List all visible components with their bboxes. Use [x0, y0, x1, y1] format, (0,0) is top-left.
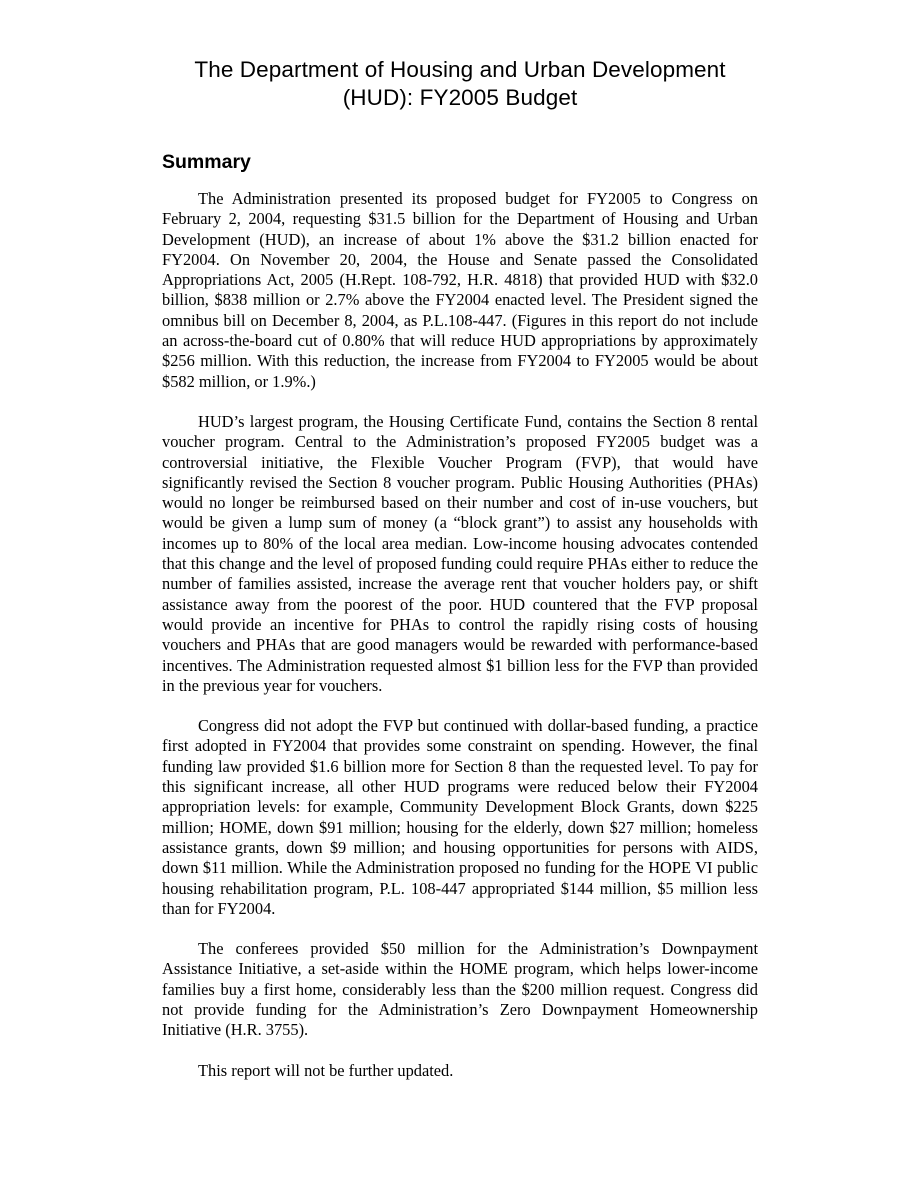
summary-paragraph-3: Congress did not adopt the FVP but continued with dollar-based funding, a practice first adopted in FY2004 that provides some constraint on spending. However, the final funding law provided $1.6 billion more for Section 8 than the requested level. To pay for this significant increase, all other HUD programs were reduced below their FY2004 appropriation levels: for example, Community Development Block Grants, down $225 million; HOME, down $91 million; housing for the elderly, down $27 million; homeless assistance grants, down $9 million; and housing opportunities for persons with AIDS, down $11 million. While the Administration proposed no funding for the HOPE VI public housing rehabilitation program, P.L. 108-447 appropriated $144 million, $5 million less than for FY2004.	[162, 716, 758, 918]
summary-paragraph-1: The Administration presented its proposed budget for FY2005 to Congress on February 2, 2004, requesting $31.5 billion for the Department of Housing and Urban Development (HUD), an increase of about 1% above the $31.2 billion enacted for FY2004. On November 20, 2004, the House and Senate passed the Consolidated Appropriations Act, 2005 (H.Rept. 108-792, H.R. 4818) that provided HUD with $32.0 billion, $838 million or 2.7% above the FY2004 enacted level. The President signed the omnibus bill on December 8, 2004, as P.L.108-447. (Figures in this report do not include an across-the-board cut of 0.80% that will reduce HUD appropriations by approximately $256 million. With this reduction, the increase from FY2004 to FY2005 would be about $582 million, or 1.9%.)	[162, 189, 758, 391]
section-heading-summary: Summary	[162, 151, 251, 173]
summary-paragraph-5: This report will not be further updated.	[198, 1060, 454, 1080]
document-title-line-1: The Department of Housing and Urban Development	[194, 57, 726, 82]
summary-paragraph-2: HUD’s largest program, the Housing Certificate Fund, contains the Section 8 rental voucher program. Central to the Administration’s proposed FY2005 budget was a controversial initiative, the Flexible Voucher Program (FVP), that would have significantly revised the Section 8 voucher program. Public Housing Authorities (PHAs) would no longer be reimbursed based on their number and cost of in-use vouchers, but would be given a lump sum of money (a “block grant”) to assist any households with incomes up to 80% of the local area median. Low-income housing advocates contended that this change and the level of proposed funding could require PHAs either to reduce the number of families assisted, increase the average rent that voucher holders pay, or shift assistance away from the poorest of the poor. HUD countered that the FVP proposal would provide an incentive for PHAs to control the rapidly rising costs of housing vouchers and PHAs that are good managers would be rewarded with performance-based incentives. The Administration requested almost $1 billion less for the FVP than provided in the previous year for vouchers.	[162, 411, 758, 695]
summary-body	[162, 189, 758, 1081]
document-page	[162, 0, 758, 1101]
summary-paragraph-4: The conferees provided $50 million for the Administration’s Downpayment Assistance Initiative, a set-aside within the HOME program, which helps lower-income families buy a first home, considerably less than the $200 million request. Congress did not provide funding for the Administration’s Zero Downpayment Homeownership Initiative (H.R. 3755).	[162, 939, 758, 1040]
document-title-line-2: (HUD): FY2005 Budget	[342, 85, 578, 110]
document-title	[162, 56, 758, 112]
